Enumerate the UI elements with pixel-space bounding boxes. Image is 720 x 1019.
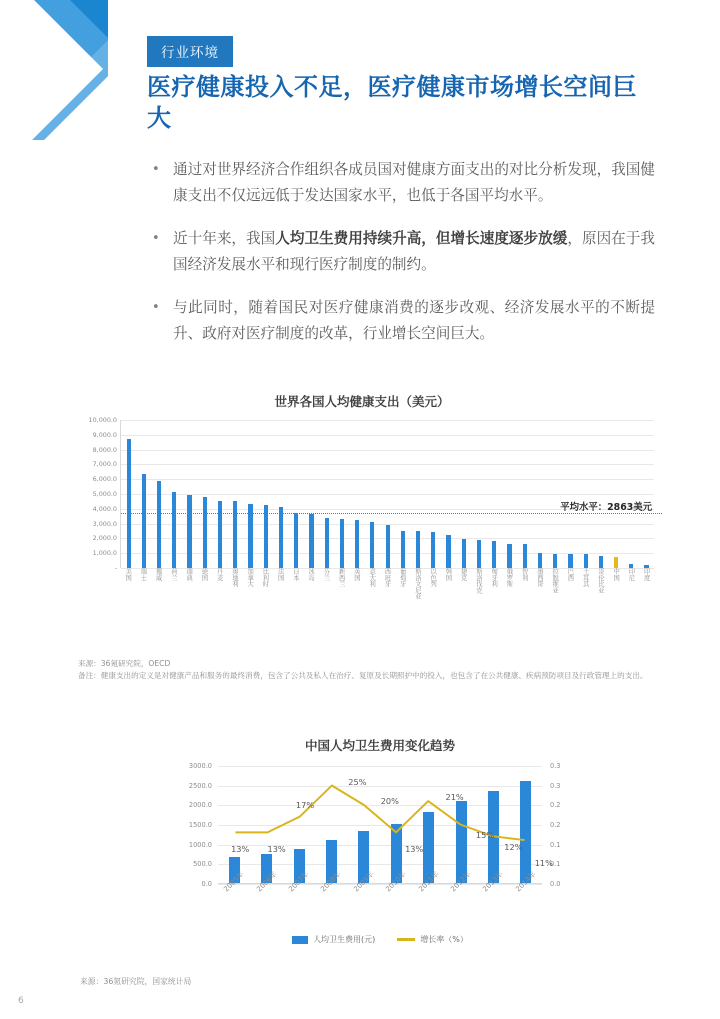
bar: [142, 474, 146, 568]
chart2-legend: [180, 934, 580, 945]
x-tick: [517, 568, 532, 626]
y-tick-label-right: 0.3: [550, 781, 561, 790]
x-tick: [250, 870, 282, 926]
x-tick-label: 匈牙利: [490, 568, 498, 587]
bar-slot: [304, 420, 319, 568]
x-tick: [593, 568, 608, 626]
line-swatch-icon: [397, 938, 415, 940]
bar-slot: [289, 420, 304, 568]
y-tick-label: 10,000.0: [88, 416, 117, 424]
bar: [370, 522, 374, 568]
bar-slot: [532, 420, 547, 568]
bar-slot: [350, 420, 365, 568]
bar: [507, 544, 511, 568]
y-tick-label: 3,000.0: [92, 519, 117, 528]
x-tick-label: 韩国: [444, 568, 452, 581]
bar: [279, 507, 283, 568]
x-tick: [166, 568, 181, 626]
chart1-remark: 备注：健康支出的定义是对健康产品和服务的最终消费，包含了公共及私人在治疗、复原及长期照护中的投入，也包含了在公共健康、疾病预防项目及行政管理上的支出。: [78, 670, 648, 680]
chart1-source: 来源：36氪研究院，OECD: [78, 659, 171, 668]
y-tick-label-left: 3000.0: [188, 762, 212, 770]
x-tick-label: 意大利: [368, 568, 376, 587]
chart-world-health-spending: [62, 392, 662, 647]
y-tick-label: 9,000.0: [92, 430, 117, 439]
bar-slot: [502, 420, 517, 568]
bar-slot: [197, 420, 212, 568]
bar: [614, 557, 618, 568]
x-tick: [151, 568, 166, 626]
data-label: 13%: [231, 843, 250, 854]
data-label: 15%: [475, 830, 495, 840]
x-tick-label: 巴西: [566, 568, 574, 581]
x-tick: [303, 568, 318, 626]
brand-logo: [0, 0, 108, 140]
data-label: 21%: [445, 792, 464, 803]
data-label: 11%: [534, 857, 553, 868]
bar-slot: [639, 420, 654, 568]
x-tick-label: 2005年: [222, 870, 246, 894]
legend-label: 增长率（%）: [420, 935, 468, 944]
x-tick: [227, 568, 242, 626]
x-tick: [623, 568, 638, 626]
bar-slot: [517, 420, 532, 568]
bar: [264, 505, 268, 568]
data-label: 12%: [504, 841, 523, 852]
x-tick-label: 荷兰: [169, 568, 177, 581]
bullet-marker: •: [152, 231, 160, 246]
section-tag: 行业环境: [147, 36, 233, 67]
x-tick: [410, 568, 425, 626]
y-tick-label-right: 0.2: [550, 821, 561, 829]
chart1-title: 世界各国人均健康支出（美元）: [274, 394, 450, 409]
bar: [294, 513, 298, 568]
y-tick-label: 6,000.0: [92, 475, 117, 484]
y-tick-label: 1,000.0: [92, 549, 117, 558]
bar: [355, 520, 359, 568]
x-tick: [477, 870, 509, 926]
y-tick-label-left: 2500.0: [188, 781, 212, 790]
bar-slot: [121, 420, 136, 568]
x-tick-label: 捷克: [459, 568, 467, 581]
bar: [233, 501, 237, 568]
x-tick-label: 瑞典: [185, 568, 193, 581]
x-tick: [135, 568, 150, 626]
bar-slot: [563, 420, 578, 568]
bar-slot: [136, 420, 151, 568]
legend-label: 人均卫生费用(元): [313, 935, 376, 944]
y-tick-label: 2,000.0: [92, 534, 117, 543]
x-tick-label: 2012年: [449, 870, 473, 894]
bar-slot: [334, 420, 349, 568]
x-tick: [501, 568, 516, 626]
bullet-marker: •: [152, 300, 160, 315]
bar: [599, 556, 603, 568]
x-tick: [425, 568, 440, 626]
bar: [477, 540, 481, 568]
x-tick: [532, 568, 547, 626]
bar-slot: [548, 420, 563, 568]
x-tick: [412, 870, 444, 926]
chart-china-health-expense-trend: [180, 736, 580, 961]
x-tick: [283, 870, 315, 926]
x-tick: [218, 870, 250, 926]
x-tick-label: 新西兰: [337, 568, 345, 587]
x-tick-label: 2013年: [481, 870, 505, 894]
data-label: 17%: [295, 800, 315, 811]
x-tick: [510, 870, 542, 926]
bar: [386, 525, 390, 568]
bar-slot: [624, 420, 639, 568]
bar: [431, 532, 435, 568]
chart1-y-axis-labels: [63, 416, 117, 572]
bar-slot: [456, 420, 471, 568]
x-tick-label: 印度: [642, 568, 650, 581]
bar-swatch-icon: [292, 936, 308, 944]
y-tick-label-right: 0.1: [550, 840, 561, 849]
x-tick-label: 哥伦比亚: [596, 568, 604, 594]
y-tick-label: 7,000.0: [92, 460, 117, 469]
x-tick-label: 冰岛: [307, 568, 315, 581]
x-tick-label: 智利: [520, 568, 528, 581]
bar: [462, 539, 466, 568]
x-tick: [257, 568, 272, 626]
x-tick-label: 2008年: [319, 870, 343, 894]
y-tick-label: 4,000.0: [92, 504, 117, 513]
bullet-text: 通过对世界经济合作组织各成员国对健康方面支出的对比分析发现，我国健康支出不仅远远低于发达国家水平，也低于各国平均水平。: [173, 161, 655, 204]
page-title: 医疗健康投入不足，医疗健康市场增长空间巨大: [147, 73, 637, 132]
bar: [568, 554, 572, 568]
x-tick-label: 俄罗斯: [505, 568, 513, 587]
x-tick: [196, 568, 211, 626]
bar-slot: [426, 420, 441, 568]
chart2-source: 来源：36氪研究院，国家统计局: [80, 977, 192, 986]
x-tick-label: 奥地利: [230, 568, 238, 587]
x-tick-label: 2014年: [514, 870, 538, 894]
x-tick: [547, 568, 562, 626]
chart1-bars: [121, 420, 654, 568]
bar: [553, 554, 557, 569]
x-tick: [318, 568, 333, 626]
x-tick: [349, 568, 364, 626]
y-tick-label-right: 0.3: [550, 762, 561, 770]
bar-slot: [167, 420, 182, 568]
chart1-average-line: [121, 513, 662, 514]
x-tick: [471, 568, 486, 626]
bar-slot: [593, 420, 608, 568]
bullet-text: 与此同时，随着国民对医疗健康消费的逐步改观、经济发展水平的不断提升、政府对医疗制度的改革，行业增长空间巨大。: [173, 299, 655, 342]
bullet-text: 近十年来，我国人均卫生费用持续升高，但增长速度逐步放缓，原因在于我国经济发展水平和现行医疗制度的制约。: [173, 230, 655, 273]
logo-text: 36Kr: [1, 4, 83, 86]
bar-slot: [212, 420, 227, 568]
bar: [218, 501, 222, 568]
bar: [446, 535, 450, 568]
y-tick-label-right: 0.1: [550, 860, 561, 869]
x-tick-label: 2007年: [287, 870, 311, 894]
bar: [172, 492, 176, 568]
x-tick: [315, 870, 347, 926]
x-tick: [440, 568, 455, 626]
x-tick-label: 丹麦: [215, 568, 223, 581]
x-tick: [181, 568, 196, 626]
chart1-notes: [78, 658, 658, 681]
y-tick-label: 8,000.0: [92, 445, 117, 454]
bar: [584, 554, 588, 568]
x-tick-label: 法国: [276, 568, 284, 581]
x-tick-label: 2009年: [352, 870, 376, 894]
bar: [157, 481, 161, 568]
x-tick: [486, 568, 501, 626]
x-tick: [334, 568, 349, 626]
chart2-plot-area: [188, 762, 561, 888]
bar-slot: [319, 420, 334, 568]
x-tick: [212, 568, 227, 626]
y-tick-label: 5,000.0: [92, 490, 117, 498]
bar: [401, 531, 405, 568]
bar-slot: [228, 420, 243, 568]
bar: [203, 497, 207, 568]
x-tick: [379, 568, 394, 626]
x-tick-label: 以色列: [429, 568, 437, 587]
bar-slot: [258, 420, 273, 568]
x-tick: [639, 568, 654, 626]
legend-item-expense: [292, 934, 375, 945]
data-label: 20%: [380, 796, 399, 807]
x-tick: [395, 568, 410, 626]
x-tick-label: 2010年: [384, 870, 408, 894]
chart1-x-axis-labels: [120, 568, 654, 626]
bar-slot: [410, 420, 425, 568]
x-tick-label: 印尼: [627, 568, 635, 581]
x-tick: [364, 568, 379, 626]
chart2-x-axis-labels: [218, 870, 542, 926]
bar: [187, 495, 191, 568]
x-tick: [288, 568, 303, 626]
bar-slot: [471, 420, 486, 568]
y-tick-label-left: 2000.0: [188, 801, 212, 810]
x-tick: [242, 568, 257, 626]
bar: [538, 553, 542, 569]
x-tick-label: 西班牙: [383, 568, 391, 587]
x-tick-label: 芬兰: [322, 568, 330, 581]
x-tick: [273, 568, 288, 626]
x-tick-label: 斯洛伐克: [474, 568, 482, 594]
chart2-left-axis-labels: [180, 762, 214, 888]
x-tick-label: 加拿大: [246, 568, 254, 587]
chart1-average-label: 平均水平：2863美元: [560, 502, 652, 514]
x-tick: [380, 870, 412, 926]
y-tick-label-left: 0.0: [201, 880, 212, 888]
x-tick-label: 挪威: [154, 568, 162, 581]
x-tick-label: 土耳其: [581, 568, 589, 587]
x-tick-label: 斯洛文尼亚: [413, 568, 421, 600]
x-tick-label: 日本: [291, 568, 299, 581]
x-tick-label: 2006年: [254, 870, 279, 894]
x-tick: [445, 870, 477, 926]
bar-slot: [487, 420, 502, 568]
x-tick-label: 墨西哥: [535, 568, 543, 587]
chart1-plot-area: [88, 416, 654, 572]
list-item: [147, 226, 655, 277]
bar-slot: [151, 420, 166, 568]
data-label: 13%: [405, 843, 424, 854]
bar-slot: [395, 420, 410, 568]
list-item: [147, 157, 655, 208]
bar: [325, 518, 329, 568]
bar-slot: [441, 420, 456, 568]
bar: [340, 519, 344, 568]
y-tick-label: -: [114, 564, 117, 572]
x-tick: [456, 568, 471, 626]
x-tick-label: 2011年: [416, 870, 441, 894]
x-tick: [562, 568, 577, 626]
x-tick-label: 中国: [612, 568, 620, 581]
bar: [309, 514, 313, 568]
x-tick-label: 葡萄牙: [398, 568, 406, 587]
data-label: 13%: [267, 843, 286, 854]
x-tick: [120, 568, 135, 626]
x-tick: [578, 568, 593, 626]
x-tick-label: 拉脱维亚: [551, 568, 559, 594]
x-tick-label: 瑞士: [139, 568, 147, 581]
x-tick-label: 比利时: [261, 568, 269, 587]
list-item: [147, 295, 655, 346]
bar: [492, 541, 496, 568]
bar: [523, 544, 527, 568]
chart2-title: 中国人均卫生费用变化趋势: [304, 738, 455, 753]
bar: [127, 439, 131, 568]
bar-slot: [609, 420, 624, 568]
x-tick: [608, 568, 623, 626]
x-tick-label: 美国: [124, 568, 132, 581]
bar-slot: [182, 420, 197, 568]
bullet-list: [147, 157, 655, 364]
data-label: 25%: [348, 776, 367, 787]
y-tick-label-left: 1500.0: [188, 821, 212, 829]
page-number: 6: [18, 996, 24, 1006]
bullet-marker: •: [152, 162, 160, 177]
y-tick-label-right: 0.0: [550, 880, 561, 888]
bar-slot: [243, 420, 258, 568]
bar-slot: [273, 420, 288, 568]
x-tick: [348, 870, 380, 926]
legend-item-growth: [397, 934, 468, 945]
bar: [416, 531, 420, 568]
bar-slot: [365, 420, 380, 568]
x-tick-label: 英国: [352, 568, 360, 581]
y-tick-label-left: 500.0: [193, 860, 212, 869]
bar-slot: [578, 420, 593, 568]
y-tick-label-left: 1000.0: [188, 840, 212, 849]
chart2-growth-line: [218, 766, 542, 883]
bar-slot: [380, 420, 395, 568]
y-tick-label-right: 0.2: [550, 801, 561, 810]
x-tick-label: 德国: [200, 568, 208, 581]
